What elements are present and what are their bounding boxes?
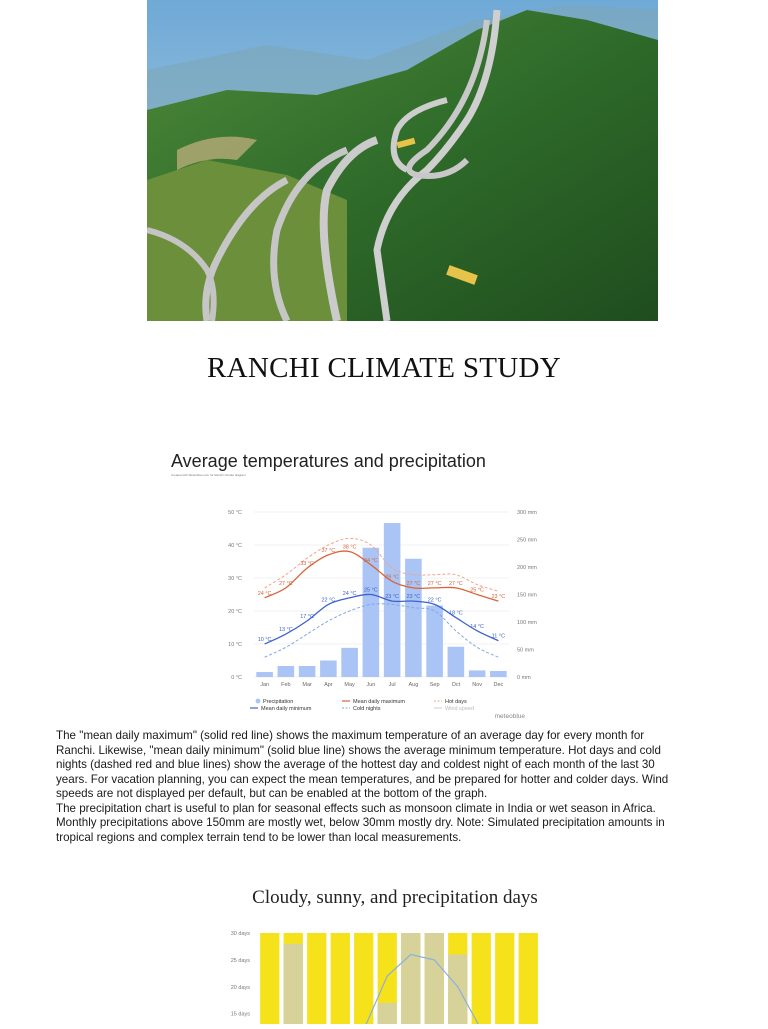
y-tick-label-left: 0 °C [231,675,242,681]
y-tick-label-left: 50 °C [228,510,242,516]
x-tick-label: Oct [451,682,461,688]
para-line: Monthly precipitations above 150mm are mostly wet, below 30mm mostly dry. Note: Simulated precipitation amounts in [56,816,665,829]
y-tick-label: 25 days [230,957,250,964]
precipitation-bar [278,666,295,677]
meteoblue-credit: meteoblue [494,713,525,720]
legend-hot-days: Hot days [445,699,467,705]
precipitation-bar [363,548,380,677]
precipitation-bar [256,672,273,677]
min-temp-label: 17 °C [300,613,315,620]
legend-mean-max: Mean daily maximum [353,699,405,705]
legend-precipitation: Precipitation [263,699,294,705]
description-paragraph [56,729,716,845]
min-temp-label: 23 °C [406,594,421,601]
cloudy-bar [284,944,303,1024]
max-temp-label: 33 °C [300,561,315,568]
sunny-days-bar [354,933,373,1024]
legend-wind-speed: Wind speed [445,706,475,712]
min-temp-label: 13 °C [278,627,293,634]
max-temp-label: 37 °C [321,547,336,554]
y-tick-label-right: 300 mm [517,510,537,516]
max-temp-label: 38 °C [342,544,357,551]
x-tick-label: Mar [302,682,312,688]
max-temp-label: 27 °C [427,580,442,587]
min-temp-label: 18 °C [448,610,463,617]
precipitation-bar [469,670,486,677]
partly-cloudy-bar [401,933,420,1024]
x-tick-label: Nov [472,682,483,688]
legend-mean-min: Mean daily minimum [261,706,312,712]
min-temp-label: 11 °C [491,633,506,640]
max-temp-label: 25 °C [470,587,485,594]
sunny-days-bar [260,933,279,1024]
precipitation-bar [299,666,316,677]
x-tick-label: Aug [408,682,419,688]
min-temp-label: 10 °C [257,637,272,643]
chart2-svg [222,924,552,1024]
max-temp-label: 27 °C [406,580,421,587]
min-temp-label: 24 °C [342,590,357,597]
x-tick-label: Jan [260,682,270,688]
partly-cloudy-bar [448,955,467,1025]
y-tick-label-left: 10 °C [228,642,242,648]
x-tick-label: Feb [281,682,291,688]
y-tick-label-right: 100 mm [517,620,537,626]
max-temp-label: 23 °C [491,594,506,601]
y-tick-label: 20 days [230,984,250,991]
precipitation-bar [320,661,337,678]
para-line: Ranchi. Likewise, "mean daily minimum" (solid blue line) shows the average minimum temperature. Hot days and cold [56,743,661,757]
para-line: The precipitation chart is useful to plan for seasonal effects such as monsoon climate in India or wet season in Africa. [56,801,656,815]
min-temp-label: 22 °C [321,597,336,604]
y-tick-label-right: 50 mm [517,647,534,654]
max-temp-label: 29 °C [385,574,400,581]
precipitation-bar [448,647,465,677]
precipitation-bar [490,671,507,677]
max-temp-label: 27 °C [448,580,463,587]
x-tick-label: Dec [493,682,504,688]
chart1-svg [222,500,552,722]
section-title-cloudy-sunny: Cloudy, sunny, and precipitation days [252,887,538,908]
y-tick-label: 30 days [230,931,250,937]
min-temp-label: 22 °C [427,597,442,604]
section-title-temperatures: Average temperatures and precipitation [171,451,486,471]
y-tick-label-left: 40 °C [228,543,242,549]
precipitation-bar [341,648,358,677]
sunny-days-bar [519,933,538,1024]
min-temp-label: 23 °C [385,594,400,601]
partly-cloudy-bar [425,933,444,1024]
y-tick-label-right: 150 mm [517,592,537,599]
x-tick-label: Jun [366,682,376,688]
para-line: tropical regions and complex terrain tend to be lower than local measurements. [56,830,462,844]
document-title: RANCHI CLIMATE STUDY [207,352,561,384]
y-tick-label-left: 30 °C [228,576,242,582]
y-tick-label-right: 250 mm [517,537,537,544]
y-tick-label-right: 200 mm [517,565,537,571]
cloudy-sunny-chart [222,924,552,1024]
section-caption: Created with Meteoblue.com for Ranchi climate diagram [171,473,246,477]
temperature-precipitation-chart [222,500,552,722]
para-line: The "mean daily maximum" (solid red line) shows the maximum temperature of an average day for every month for [56,729,645,742]
precipitation-bar [405,559,422,677]
sunny-days-bar [495,933,514,1024]
x-tick-label: Jul [388,682,396,688]
x-tick-label: Sep [429,682,440,688]
max-temp-label: 24 °C [257,590,272,597]
min-temp-label: 14 °C [470,623,485,630]
y-tick-label-right: 0 mm [517,675,531,681]
y-tick-label-left: 20 °C [228,609,242,615]
para-line: nights (dashed red and blue lines) show the average of the hottest day and coldest night of each month of the last 30 [56,758,655,771]
mean-max-line [265,551,499,604]
x-tick-label: Apr [324,682,333,688]
partly-cloudy-bar [378,1003,397,1024]
sunny-days-bar [331,933,350,1024]
x-tick-label: May [344,682,355,688]
hero-image [147,0,658,321]
max-temp-label: 27 °C [278,580,293,587]
para-line: years. For vacation planning, you can expect the mean temperatures, and be prepared for hotter and colder days. Wind [56,772,669,786]
min-temp-label: 25 °C [363,587,378,594]
legend-cold-nights: Cold nights [353,706,381,712]
precipitation-bar [426,606,443,678]
mountain-road-photo [147,0,658,321]
sunny-days-bar [307,933,326,1024]
para-line: speeds are not displayed per default, but can be enabled at the bottom of the graph. [56,787,488,800]
legend-precipitation-swatch [256,699,261,704]
y-tick-label: 15 days [230,1011,250,1018]
sunny-days-bar [472,933,491,1024]
max-temp-label: 34 °C [363,557,378,564]
